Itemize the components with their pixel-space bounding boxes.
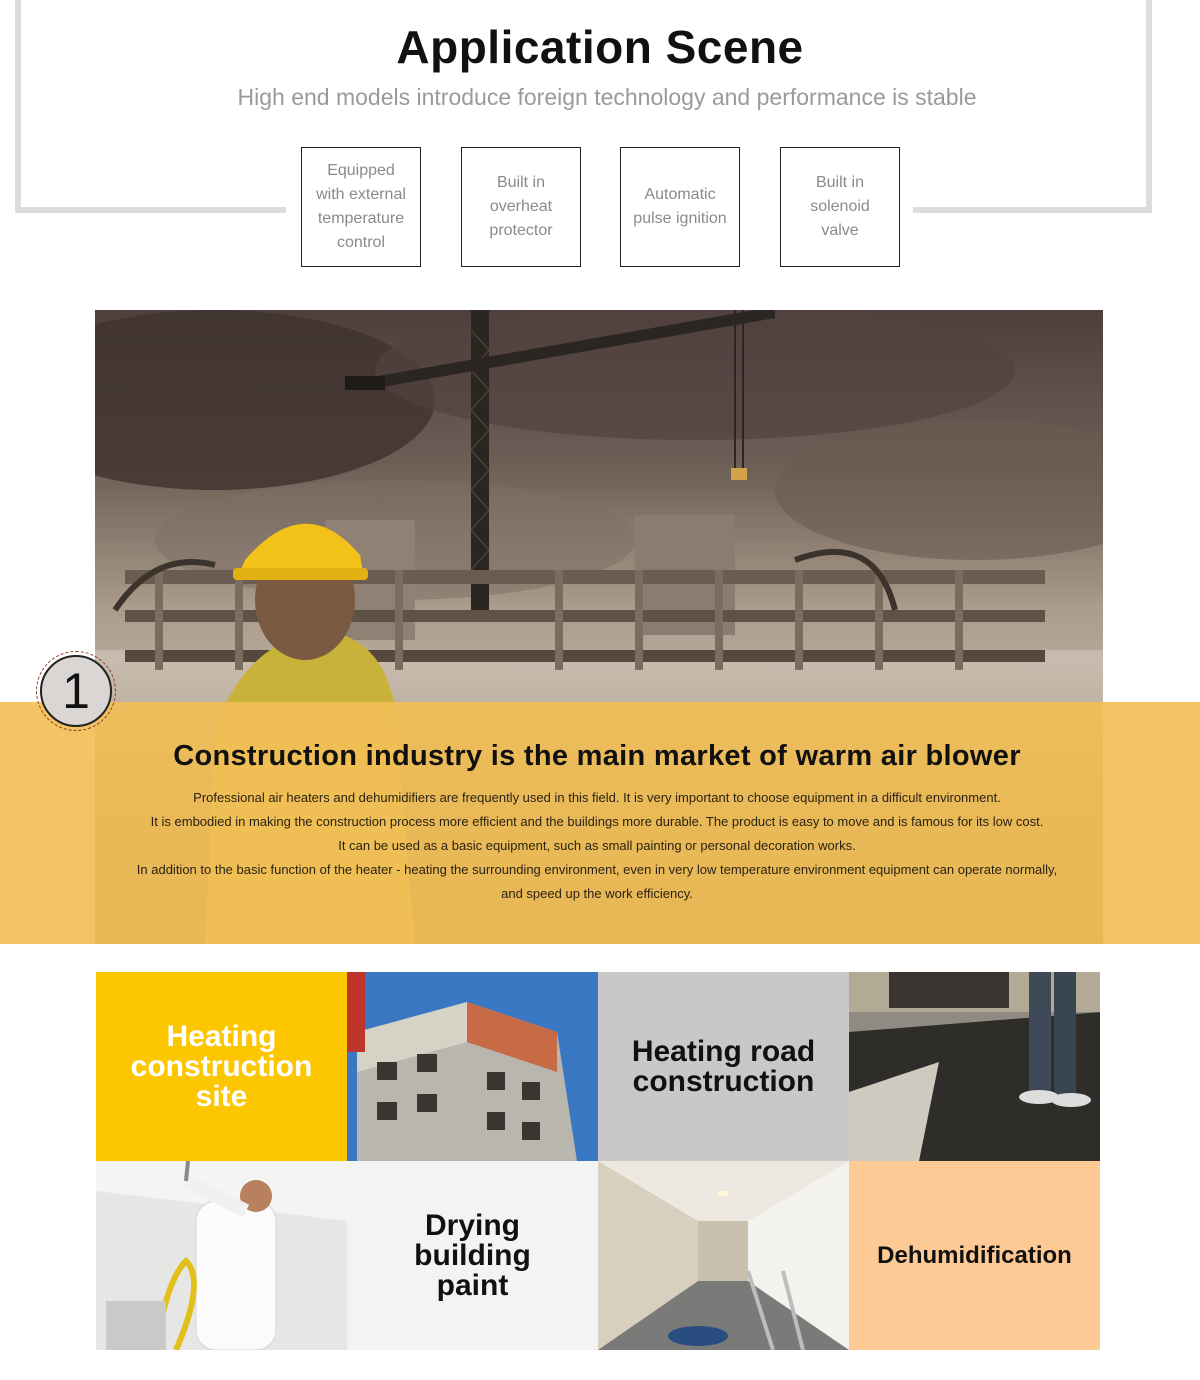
hero-line: and speed up the work efficiency. — [501, 886, 693, 901]
tile-label: Dehumidification — [877, 1241, 1072, 1269]
tile-heating-construction-site — [96, 972, 347, 1161]
feature-box-valve: Built in solenoid valve — [780, 147, 900, 267]
page-subtitle: High end models introduce foreign technology and performance is stable — [237, 84, 977, 110]
tile-label: Drying building paint — [414, 1208, 531, 1302]
hero-line: It can be used as a basic equipment, such as small painting or personal decoration works. — [338, 838, 856, 853]
hero-line: Professional air heaters and dehumidifiers are frequently used in this field. It is very important to choose equipment in a difficult environment. — [193, 790, 1001, 805]
feature-box-overheat: Built in overheat protector — [461, 147, 581, 267]
hero-line: In addition to the basic function of the heater - heating the surrounding environment, even in very low temperature environment equipment can operate normally, — [136, 862, 1058, 877]
feature-box-temperature: Equipped with external temperature control — [301, 147, 421, 267]
tile-heating-road-construction — [598, 972, 849, 1161]
hallway-image — [598, 1161, 849, 1350]
number-badge: 1 — [40, 655, 112, 727]
building-image — [347, 972, 598, 1161]
hero-title: Construction industry is the main market of warm air blower — [173, 740, 1021, 772]
tile-painter-photo — [96, 1161, 347, 1350]
road-paving-image — [849, 972, 1100, 1161]
tile-hallway-photo — [598, 1161, 849, 1350]
tile-label: Heating road construction — [631, 1034, 816, 1098]
tile-dehumidification — [849, 1161, 1100, 1350]
hero-line: It is embodied in making the construction process more efficient and the buildings more durable. The product is easy to move and is famous for its low cost. — [150, 814, 1044, 829]
tile-road-photo — [849, 972, 1100, 1161]
page-title: Application Scene — [396, 21, 804, 73]
hero-description — [0, 786, 1194, 906]
tile-drying-building-paint — [347, 1161, 598, 1350]
painter-image — [96, 1161, 347, 1350]
feature-box-ignition: Automatic pulse ignition — [620, 147, 740, 267]
tile-building-photo — [347, 972, 598, 1161]
tile-label: Heating construction site — [130, 1019, 313, 1113]
